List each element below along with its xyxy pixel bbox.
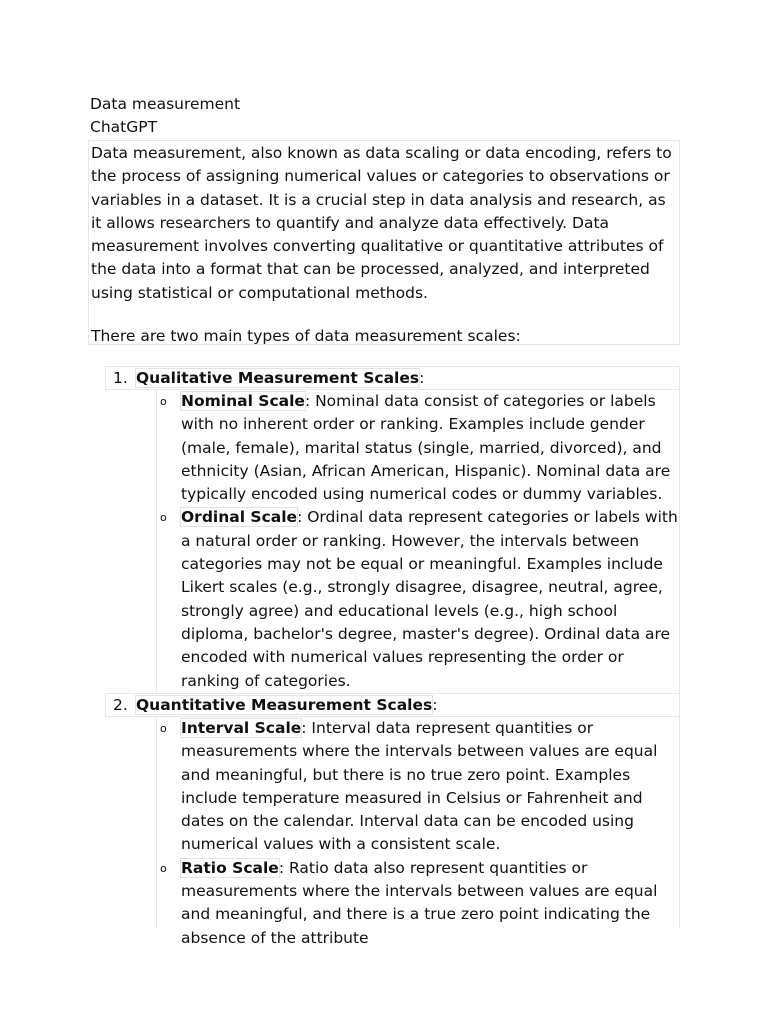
item-text: : Interval data represent quantities or measurements where the intervals between values are equal and meaningful, but there is no true zero point. Examples include temperature measured in Celsius or Fahrenheit and dates on the calendar. Interval data can be encoded using numerical values with a consistent scale. (181, 719, 658, 854)
item-term: Interval Scale (181, 719, 302, 737)
section-term: Qualitative Measurement Scales (136, 369, 420, 387)
quantitative-subitems (156, 717, 680, 947)
types-intro-paragraph: There are two main types of data measurement scales: (91, 327, 521, 345)
item-text: : Ratio data also represent quantities or measurements where the intervals between values are equal and meaningful, and there is a true zero point indicating the absence of the attribute (181, 858, 658, 947)
list-number: 2. (113, 696, 128, 714)
item-term: Nominal Scale (181, 392, 305, 410)
intro-paragraph: Data measurement, also known as data scaling or data encoding, refers to the process of assigning numerical values or categories to observations or variables in a dataset. It is a crucial step in data analysis and research, as it allows researchers to quantify and analyze data effectively. Data measurement involves converting qualitative or quantitative attributes of the data into a format that can be processed, analyzed, and interpreted using statistical or computational methods. (91, 144, 672, 302)
bullet-icon: o (160, 722, 167, 735)
item-text: : Nominal data consist of categories or labels with no inherent order or ranking. Examples include gender (male, female), marital status (single, married, divorced), and ethnicity (Asian, African American, Hispanic). Nominal data are typically encoded using numerical codes or dummy variables. (181, 392, 671, 504)
doc-title: Data measurement (90, 95, 241, 113)
list-item-interval (157, 717, 679, 857)
bullet-icon: o (160, 395, 167, 408)
colon: : (432, 696, 438, 714)
section-label (136, 367, 424, 390)
list-item-nominal (157, 390, 679, 506)
item-term: Ordinal Scale (181, 508, 298, 527)
qualitative-subitems (156, 390, 680, 694)
list-item-ratio (157, 857, 679, 950)
item-text: : Ordinal data represent categories or labels with a natural order or ranking. However, the intervals between categories may not be equal or meaningful. Examples include Likert scales (e.g., strongly disagree, disagree, neutral, agree, strongly agree) and educational levels (e.g., high school diploma, bachelor's degree, master's degree). Ordinal data are encoded with numerical values representing the order or ranking of categories. (181, 508, 678, 690)
list-item-ordinal (157, 506, 679, 692)
bullet-icon: o (160, 861, 167, 875)
colon: : (419, 369, 425, 387)
list-number: 1. (113, 369, 128, 387)
item-term: Ratio Scale (181, 858, 279, 877)
intro-section (88, 140, 680, 345)
doc-author: ChatGPT (90, 118, 158, 136)
section-heading-qualitative (105, 366, 680, 390)
section-label (136, 694, 437, 717)
section-term: Quantitative Measurement Scales (136, 696, 433, 714)
section-heading-quantitative (105, 693, 680, 717)
bullet-icon: o (160, 511, 167, 525)
